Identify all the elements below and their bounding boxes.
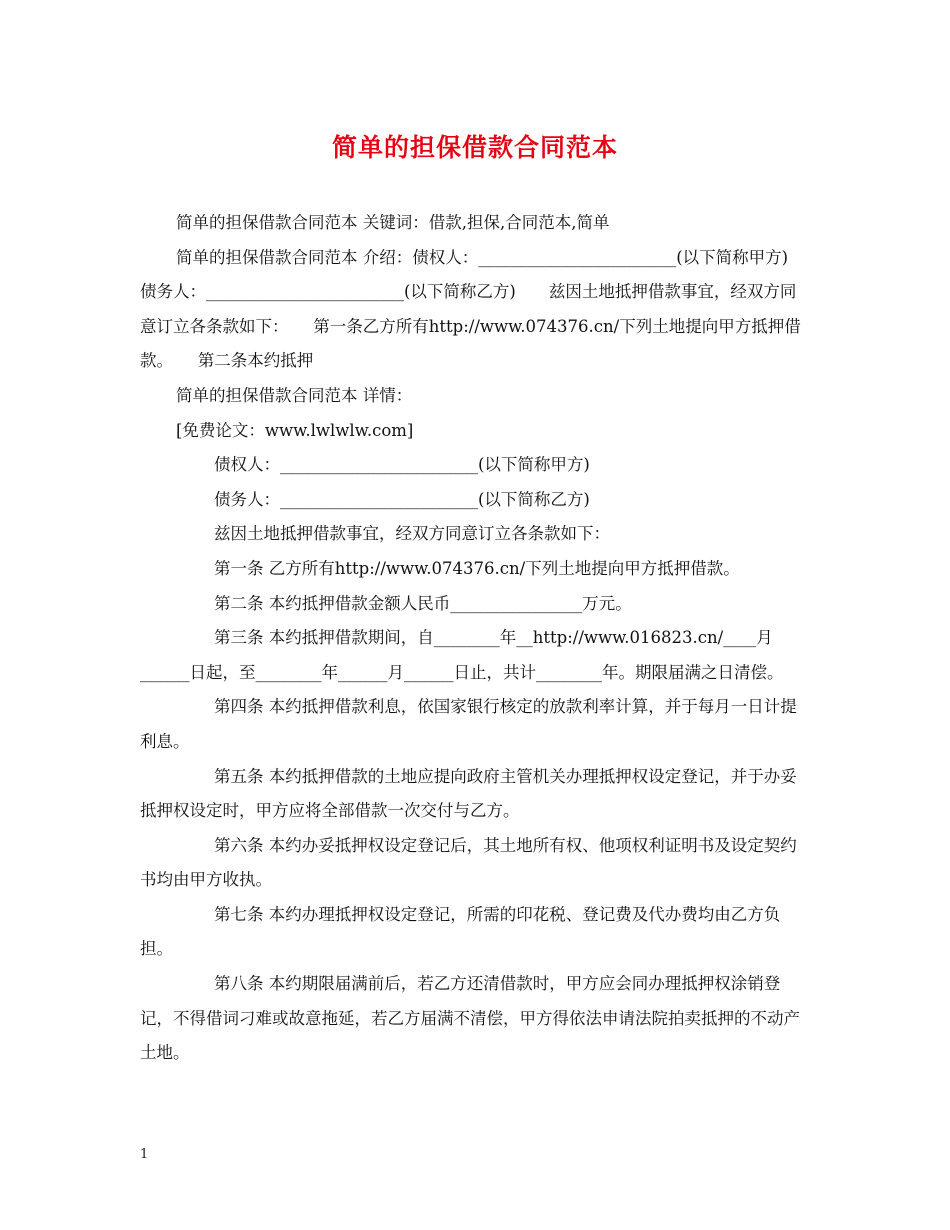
details-heading: 简单的担保借款合同范本 详情：: [176, 385, 413, 405]
preamble-paragraph: 兹因土地抵押借款事宜，经双方同意订立各条款如下：: [214, 524, 610, 544]
document-body: [140, 206, 822, 1071]
debtor-line: 债务人：________________________(以下简称乙方): [214, 489, 590, 509]
intro-paragraph: 简单的担保借款合同范本 介绍：债权人：________________________(以下简称甲方) 债务人：________________________(以下简称乙方) 兹因土地抵押借款事宜，经双方同意订立各条款如下： 第一条乙方所有http://www.074376.cn/下列土地提向甲方抵押借款。 第二条本约抵押: [140, 247, 822, 371]
document-title: 简单的担保借款合同范本: [331, 133, 618, 162]
article-8: 第八条 本约期限届满前后，若乙方还清借款时，甲方应会同办理抵押权涂销登记，不得借词刁难或故意拖延，若乙方届满不清偿，甲方得依法申请法院拍卖抵押的不动产土地。: [140, 974, 800, 1063]
keywords-paragraph: 简单的担保借款合同范本 关键词：借款,担保,合同范本,简单: [176, 213, 610, 232]
article-5: 第五条 本约抵押借款的土地应提向政府主管机关办理抵押权设定登记，并于办妥抵押权设定时，甲方应将全部借款一次交付与乙方。: [140, 766, 797, 821]
article-3: 第三条 本约抵押借款期间，自________年__http://www.016823.cn/____月______日起，至________年______月______日止，共计________年。期限届满之日清偿。: [140, 628, 784, 682]
article-7: 第七条 本约办理抵押权设定登记，所需的印花税、登记费及代办费均由乙方负担。: [140, 904, 781, 959]
article-2: 第二条 本约抵押借款金额人民币________________万元。: [214, 593, 632, 613]
article-4: 第四条 本约抵押借款利息，依国家银行核定的放款利率计算，并于每月一日计提利息。: [140, 697, 797, 751]
article-6: 第六条 本约办妥抵押权设定登记后，其土地所有权、他项权利证明书及设定契约书均由甲方收执。: [140, 835, 797, 890]
article-1: 第一条 乙方所有http://www.074376.cn/下列土地提向甲方抵押借款。: [214, 558, 740, 578]
page-number: 1: [140, 1147, 149, 1162]
source-note: [免费论文：www.lwlwlw.com]: [176, 420, 414, 440]
creditor-line: 债权人：________________________(以下简称甲方): [214, 455, 590, 475]
